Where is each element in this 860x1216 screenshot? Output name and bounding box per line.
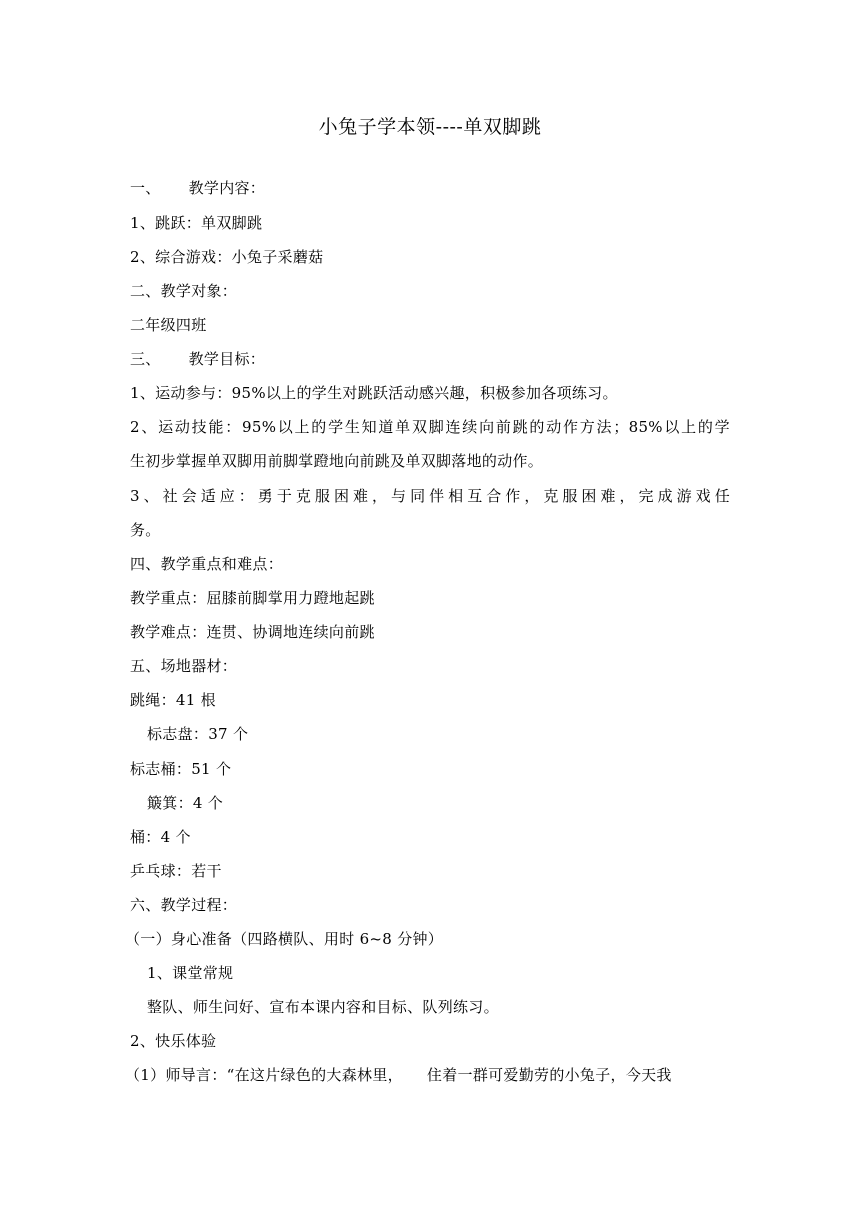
sub-heading: （一）身心准备（四路横队、用时 6~8 分钟） — [125, 930, 444, 948]
line-text: （1）师导言：“在这片绿色的大森林里， — [125, 1066, 403, 1084]
body-line: 生初步掌握单双脚用前脚掌蹬地向前跳及单双脚落地的动作。 — [130, 452, 544, 470]
body-line: 2、综合游戏：小兔子采蘑菇 — [130, 248, 324, 266]
line-text-extra: 住着一群可爱勤劳的小兔子，今天我 — [426, 1066, 672, 1084]
equipment-item: 桶：4 个 — [130, 828, 191, 846]
body-line: 1、跳跃：单双脚跳 — [130, 214, 263, 232]
equipment-item: 标志盘：37 个 — [147, 725, 249, 743]
section-heading-content — [130, 176, 730, 200]
document-title: 小兔子学本领----单双脚跳 — [318, 116, 542, 138]
line-text: 一、 — [130, 179, 161, 197]
line-text: 三、 — [130, 350, 161, 368]
line-text-extra: 教学内容： — [188, 179, 266, 197]
equipment-item: 标志桶：51 个 — [130, 760, 232, 778]
body-line — [125, 1063, 725, 1087]
equipment-item: 跳绳：41 根 — [130, 691, 216, 709]
body-line: 2、运动技能：95%以上的学生知道单双脚连续向前跳的动作方法；85%以上的学 — [130, 418, 730, 436]
section-heading-audience: 二、教学对象： — [130, 282, 238, 300]
body-line: 1、运动参与：95%以上的学生对跳跃活动感兴趣，积极参加各项练习。 — [130, 384, 618, 402]
body-line: 1、课堂常规 — [147, 964, 234, 982]
section-heading-process: 六、教学过程： — [130, 896, 238, 914]
body-line: 务。 — [130, 521, 161, 539]
equipment-item: 簸箕：4 个 — [147, 794, 224, 812]
body-line: 整队、师生问好、宣布本课内容和目标、队列练习。 — [147, 998, 499, 1016]
body-line: 教学重点：屈膝前脚掌用力蹬地起跳 — [130, 589, 375, 607]
equipment-item: 乒乓球：若干 — [130, 862, 222, 880]
line-text-extra: 教学目标： — [188, 350, 266, 368]
body-line: 二年级四班 — [130, 316, 207, 334]
section-heading-key-points: 四、教学重点和难点： — [130, 555, 284, 573]
section-heading-goals — [130, 347, 730, 371]
body-line: 教学难点：连贯、协调地连续向前跳 — [130, 623, 375, 641]
body-line: 2、快乐体验 — [130, 1032, 217, 1050]
section-heading-equipment: 五、场地器材： — [130, 657, 238, 675]
body-line: 3、社会适应：勇于克服困难，与同伴相互合作，克服困难，完成游戏任 — [130, 487, 730, 505]
